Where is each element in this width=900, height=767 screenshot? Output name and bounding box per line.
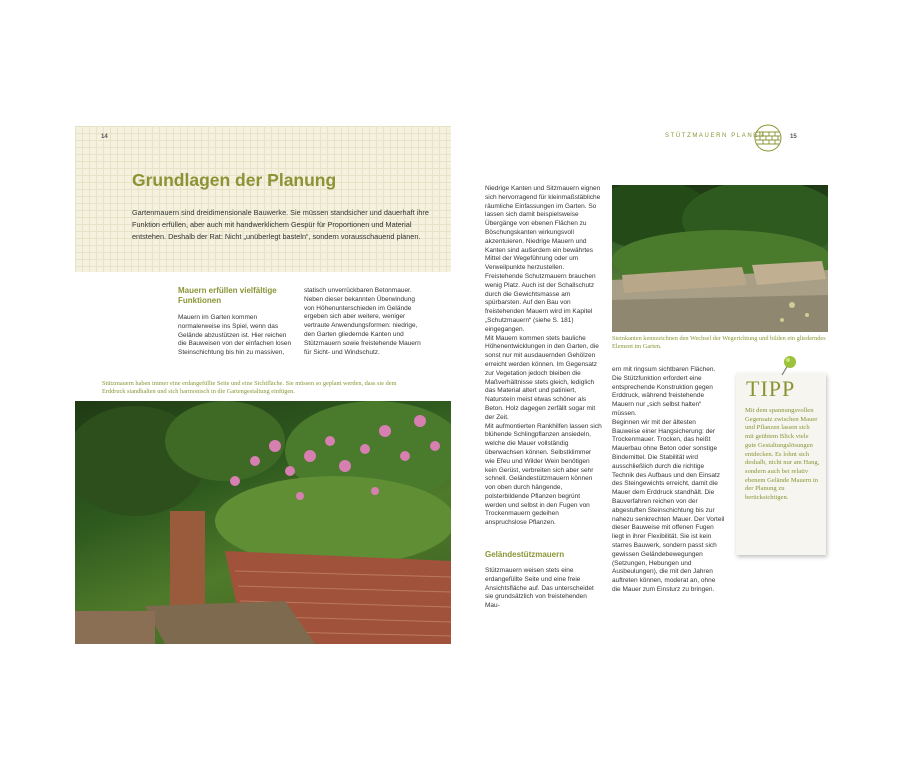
left-page-number: 14: [101, 134, 108, 140]
paragraph-freestanding: Freistehende Schutzmauern brauchen wenig Platz. Auch ist der Schallschutz durch die Gewichtsmasse am spürbarsten. Auf den Bau von freistehenden Mauern wird im Kapitel „Schutzmauern“ (siehe S. 181) eingegangen.: [485, 272, 596, 333]
paragraph-low-walls: Niedrige Kanten und Sitzmauern eignen sich hervorragend für kleinmaßstäbliche räumliche Einfassungen im Garten. So lassen sich damit beispielsweise Übergänge von ebenen Flächen zu Böschungskanten wirkungsvoll akzentuieren. Niedrige Mauern und Kanten sind außerdem ein bewährtes Mittel der Wegeführung oder um Verweilpunkte herzustellen.: [485, 185, 601, 272]
paragraph-climbers: Mit aufmontierten Rankhilfen lassen sich blühende Schlingpflanzen ansiedeln, welche die Mauer vollständig überwachsen können. Selbstklimmer wie Efeu und Wilder Wein benötigen kein Gerüst, verbreiten sich aber sehr schnell. Geländestützmauern können von oben durch hängende, polsterbildende Pflanzen begrünt werden und selbst in den Fugen von Trockenmauern gedeihen anspruchslose Pflanzen.: [485, 422, 602, 527]
body-column-4: [612, 366, 725, 595]
running-head: STÜTZMAUERN PLANEN: [665, 133, 765, 139]
paragraph-retaining-intro: Stützmauern weisen stets eine erdangefüllte Seite und eine freie Ansichtsfläche auf. Das unterscheidet sie grundsätzlich von freistehenden Mau-: [485, 567, 594, 610]
body-column-1: Mauern im Garten kommen normalerweise ins Spiel, wenn das Gelände abzustützen ist. Hier reichen die Bauweisen von der einfachen losen Steinschichtung bis hin zu massiven,: [178, 314, 292, 357]
stone-steps-illustration: [612, 185, 828, 332]
section-heading-retaining: Geländestützmauern: [485, 550, 565, 559]
body-column-2: statisch unverrückbaren Betonmauer. Neben dieser bekannten Überwindung von Höhenunterschieden im Gelände ergeben sich aber weitere, weniger vertraute Anwendungsformen: niedrige, den Garten gliedernde Kanten und Stützmauern sowie freistehende Mauern für Sicht- und Windschutz.: [304, 287, 421, 356]
garden-wall-photo: [75, 401, 451, 644]
photo-caption-garden: Stützmauern haben immer eine erdangefüllte Seite und eine Sichtfläche. Sie müssen so geplant werden, dass sie dem Erddruck standhalten und sich harmonisch in die Gartengestaltung einfügen.: [102, 380, 397, 395]
page-title: Grundlagen der Planung: [132, 170, 337, 190]
paragraph-height: Mit Mauern kommen stets bauliche Höhenentwicklungen in den Garten, die sonst nur mit ausdauernden Gehölzen erreicht werden können. Im Gegensatz zur Vegetation jedoch bleiben die Maßverhältnisse stets gleich, lediglich das Material altert und patiniert, Natursteín meist etwas schöner als Beton. Holz dagegen zerfällt sogar mit der Zeit.: [485, 334, 599, 421]
garden-wall-illustration: [75, 401, 451, 644]
paragraph-visible-surfaces: ern mit ringsum sichtbaren Flächen. Die Stützfunktion erfordert eine entsprechende Konstruktion gegen Erddruck, während freistehende Mauern nur „sich selbst halten“ müssen.: [612, 366, 716, 417]
stone-edge-photo: [612, 185, 828, 332]
brick-wall-icon: [754, 124, 782, 152]
section-heading-functions: Mauern erfüllen vielfältige Funktionen: [178, 286, 277, 305]
photo-caption-steps: Steinkanten kennzeichnen den Wechsel der Wegerichtung und bilden ein gliederndes Element im Garten.: [612, 335, 826, 350]
tipp-text: Mit dem spannungsvollen Gegensatz zwischen Mauer und Pflanzen lassen sich mit geübtem Blick viele gute Gestaltungslösungen entdecken. Es lohnt sich deshalb, nicht nur am Hang, sondern auch bei relativ ebenem Gelände Mauern in der Planung zu berücksichtigen.: [745, 407, 820, 502]
paragraph-drystone: Beginnen wir mit der ältesten Bauweise einer Hangsicherung: der Trockenmauer. Trocken, das heißt Mauerbau ohne Beton oder sonstige Bindemittel. Die Stabilität wird ausschließlich durch die richtige Technik des Aufbaus und den Einsatz des Steingewichts erreicht, damit die Mauer dem Erddruck standhält. Die Bauverfahren reichen von der abgestuften Steinschichtung bis zur nahezu senkrechten Mauer. Der Vorteil dieser Bauweise mit offenen Fugen liegt in ihrer Flexibilität. Sie ist kein starres Bauwerk, sondern passt sich gewissen Geländebewegungen (Setzungen, Hebungen und Ausbeulungen), die mit den Jahren auftreten können, moderat an, ohne die Mauer zum Einsturz zu bringen.: [612, 418, 725, 593]
intro-paragraph: Gartenmauern sind dreidimensionale Bauwerke. Sie müssen standsicher und dauerhaft ihre Funktion erfüllen, aber auch mit handwerklichem Gespür für Proportionen und Material entstehen. Deshalb der Rat: Nicht „unüberlegt basteln“, sondern vorausschauend planen.: [132, 208, 429, 241]
right-page-number: 15: [790, 134, 797, 140]
body-column-3: [485, 185, 602, 528]
tipp-title: TIPP: [746, 376, 796, 401]
intro-grid-box: [75, 126, 451, 272]
